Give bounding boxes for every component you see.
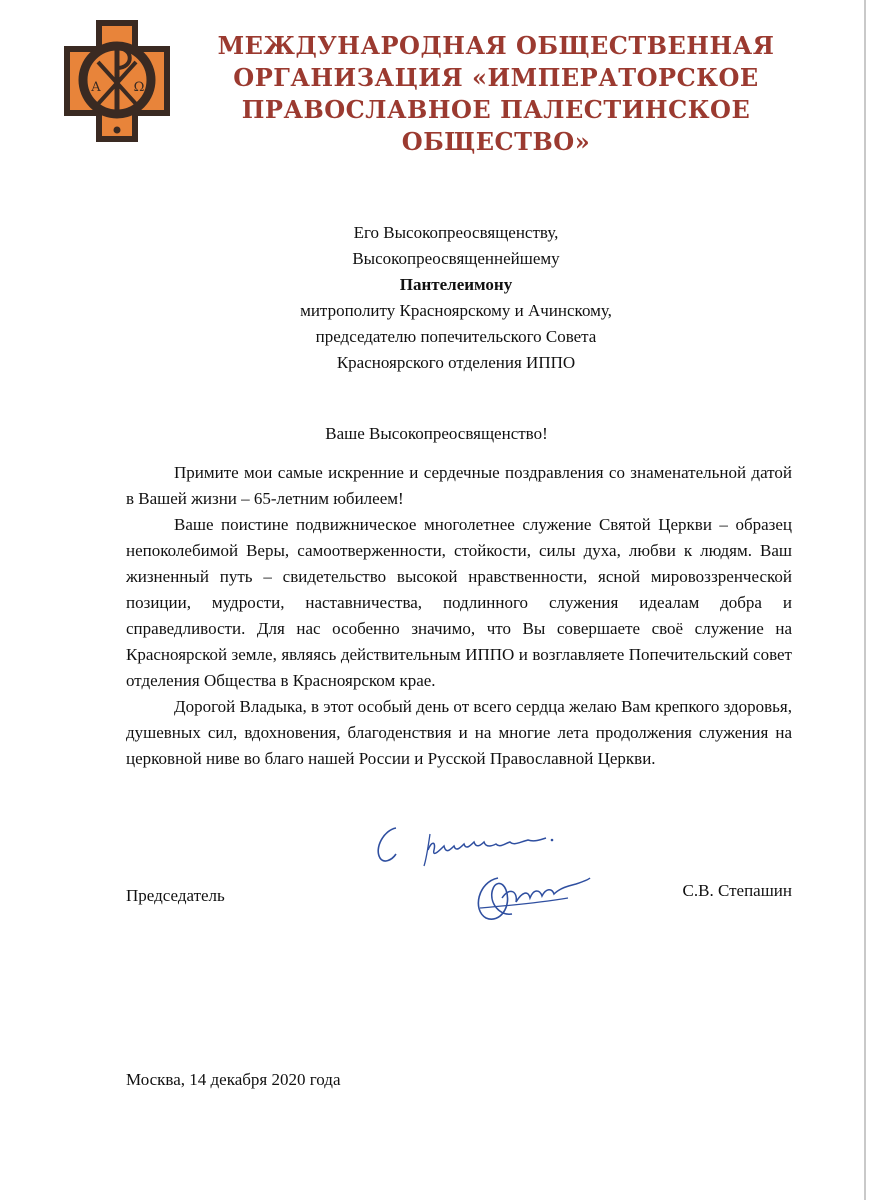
org-title-line-2: ОРГАНИЗАЦИЯ «ИМПЕРАТОРСКОЕ (233, 63, 759, 92)
paragraph-3: Дорогой Владыка, в этот особый день от всего сердца желаю Вам крепкого здоровья, душевных сил, вдохновения, благоденствия и на многие лета продолжения служения на церковной ниве во благо нашей России и Русской Православной Церкви. (126, 697, 792, 768)
place-and-date: Москва, 14 декабря 2020 года (126, 1070, 341, 1089)
org-title-line-3: ПРАВОСЛАВНОЕ ПАЛЕСТИНСКОЕ ОБЩЕСТВО» (241, 95, 751, 156)
signer-name: С.В. Степашин (682, 881, 792, 900)
organization-title (196, 30, 796, 158)
paragraph-2: Ваше поистине подвижническое многолетнее служение Святой Церкви – образец непоколебимой Веры, самоотверженности, стойкости, силы духа, любви к людям. Ваш жизненный путь – свидетельство высокой нравственности, ясной мировоззренческой позиции, мудрости, наставничества, подлинного служения идеалам добра и справедливости. Для нас особенно значимо, что Вы совершаете своё служение на Красноярской земле, являясь действительным ИППО и возглавляете Попечительский совет отделения Общества в Красноярском крае. (126, 515, 792, 690)
addressee-line-4: председателю попечительского Совета (315, 327, 597, 346)
addressee-line-1: Его Высокопреосвященству, (353, 223, 559, 242)
addressee-block (236, 220, 676, 376)
signer-position: Председатель (126, 886, 225, 905)
addressee-line-2: Высокопреосвященнейшему (352, 249, 560, 268)
ippo-emblem-logo (62, 18, 172, 144)
letter-body (126, 460, 792, 772)
omega-letter: Ω (133, 80, 145, 95)
page-edge (864, 0, 866, 1200)
signature-autograph (472, 868, 592, 924)
addressee-name: Пантелеимону (399, 275, 513, 294)
handwritten-greeting (370, 820, 570, 870)
org-title-line-1: МЕЖДУНАРОДНАЯ ОБЩЕСТВЕННАЯ (217, 31, 775, 60)
paragraph-1: Примите мои самые искренние и сердечные поздравления со знаменательной датой в Вашей жизни – 65-летним юбилеем! (126, 463, 792, 508)
alpha-letter: Α (91, 80, 101, 95)
salutation: Ваше Высокопреосвященство! (325, 424, 548, 443)
addressee-line-5: Красноярского отделения ИППО (336, 353, 576, 372)
addressee-line-3: митрополиту Красноярскому и Ачинскому, (300, 301, 612, 320)
